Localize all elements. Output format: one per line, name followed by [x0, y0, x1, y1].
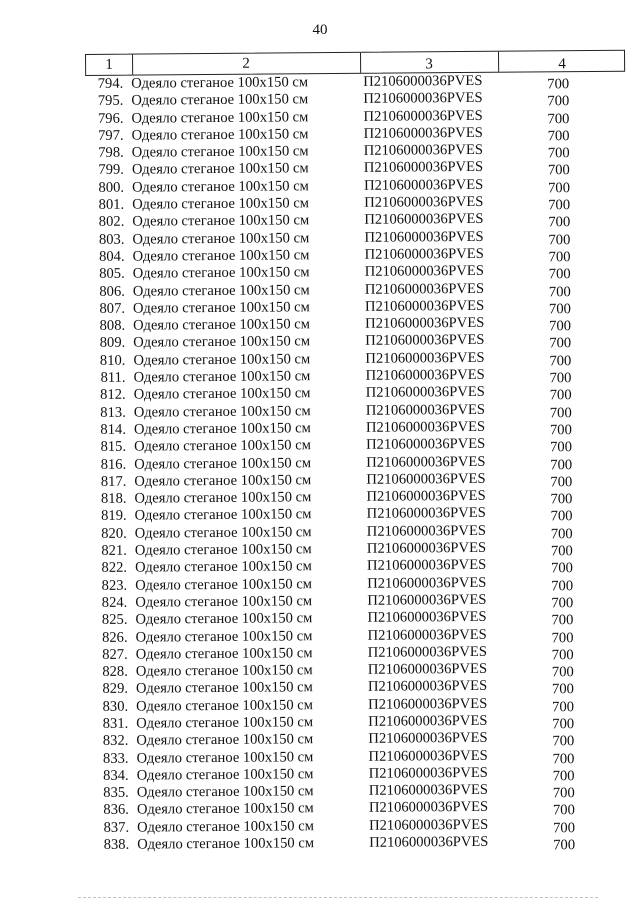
row-number: 803. [98, 231, 125, 248]
item-name: Одеяло стеганое 100х150 см [132, 212, 310, 231]
item-quantity: 700 [550, 491, 573, 508]
item-code: П2106000036PVES [365, 366, 485, 384]
item-quantity: 700 [547, 110, 570, 127]
item-code: П2106000036PVES [366, 505, 486, 523]
row-number: 815. [100, 438, 127, 456]
row-number: 822. [101, 559, 128, 577]
row-number: 821. [101, 542, 127, 559]
row-number: 825. [101, 611, 128, 629]
item-code: П2106000036PVES [368, 782, 489, 799]
items-table [85, 50, 631, 855]
item-quantity: 700 [552, 716, 575, 733]
item-name: Одеяло стеганое 100х150 см [131, 160, 309, 179]
item-code: П2106000036PVES [365, 384, 485, 402]
item-code: П2106000036PVES [366, 557, 487, 575]
item-name: Одеяло стеганое 100х150 см [136, 766, 314, 784]
item-quantity: 700 [548, 231, 571, 249]
row-number: 816. [100, 456, 127, 473]
row-number: 835. [103, 784, 129, 802]
item-code: П2106000036PVES [366, 453, 486, 471]
item-quantity: 700 [549, 335, 572, 352]
row-number: 829. [102, 681, 129, 698]
row-number: 796. [97, 110, 124, 127]
item-quantity: 700 [547, 93, 570, 110]
row-number: 837. [103, 819, 130, 836]
item-code: П2106000036PVES [364, 245, 484, 263]
item-code: П2106000036PVES [365, 401, 486, 419]
item-quantity: 700 [553, 819, 576, 837]
item-quantity: 700 [548, 197, 571, 214]
item-code: П2106000036PVES [366, 470, 486, 488]
item-code: П2106000036PVES [364, 211, 484, 229]
row-number: 800. [98, 179, 125, 196]
item-quantity: 700 [547, 145, 570, 162]
column-header-2: 2 [132, 53, 361, 75]
item-name: Одеяло стеганое 100х150 см [131, 126, 309, 144]
item-code: П2106000036PVES [364, 297, 485, 315]
item-name: Одеяло стеганое 100х150 см [133, 333, 311, 352]
item-name: Одеяло стеганое 100х150 см [132, 229, 310, 248]
item-name: Одеяло стеганое 100х150 см [132, 195, 310, 213]
item-name: Одеяло стеганое 100х150 см [135, 679, 313, 698]
item-code: П2106000036PVES [368, 730, 488, 748]
item-name: Одеяло стеганое 100х150 см [133, 316, 311, 334]
item-quantity: 700 [551, 577, 574, 594]
item-quantity: 700 [547, 128, 570, 145]
row-number: 814. [100, 421, 127, 438]
item-name: Одеяло стеганое 100х150 см [133, 420, 311, 438]
item-name: Одеяло стеганое 100х150 см [131, 178, 309, 196]
item-quantity: 700 [549, 352, 572, 370]
item-quantity: 700 [548, 301, 571, 318]
item-quantity: 700 [551, 629, 574, 646]
row-number: 827. [102, 646, 128, 663]
item-name: Одеяло стеганое 100х150 см [136, 696, 314, 715]
item-code: П2106000036PVES [367, 574, 487, 592]
item-name: Одеяло стеганое 100х150 см [135, 662, 313, 680]
row-number: 806. [99, 283, 125, 300]
row-number: 809. [99, 335, 126, 352]
item-code: П2106000036PVES [368, 747, 488, 765]
row-number: 830. [102, 698, 129, 715]
item-code: П2106000036PVES [367, 626, 487, 644]
item-quantity: 700 [550, 456, 573, 473]
item-name: Одеяло стеганое 100х150 см [137, 835, 315, 853]
item-code: П2106000036PVES [366, 539, 487, 557]
row-number: 812. [100, 387, 126, 404]
item-code: П2106000036PVES [367, 609, 487, 627]
item-quantity: 700 [552, 785, 575, 802]
item-name: Одеяло стеганое 100х150 см [136, 714, 314, 732]
item-code: П2106000036PVES [366, 487, 486, 505]
item-name: Одеяло стеганое 100х150 см [131, 91, 309, 109]
item-name: Одеяло стеганое 100х150 см [135, 610, 313, 628]
item-name: Одеяло стеганое 100х150 см [131, 74, 309, 92]
item-quantity: 700 [548, 266, 571, 283]
row-number: 811. [100, 369, 126, 386]
item-name: Одеяло стеганое 100х150 см [134, 437, 311, 455]
item-code: П2106000036PVES [363, 159, 484, 177]
item-quantity: 700 [550, 543, 573, 560]
item-quantity: 700 [547, 76, 570, 93]
row-number: 805. [99, 265, 125, 283]
item-quantity: 700 [552, 698, 575, 716]
item-code: П2106000036PVES [365, 332, 485, 350]
item-quantity: 700 [549, 422, 572, 439]
row-number: 799. [98, 162, 124, 179]
table-row [91, 833, 631, 855]
column-header-4: 4 [558, 56, 566, 73]
row-number: 828. [102, 663, 128, 680]
page-number: 40 [312, 22, 328, 38]
item-name: Одеяло стеганое 100х150 см [133, 368, 311, 386]
row-number: 832. [102, 732, 129, 750]
item-quantity: 700 [552, 733, 575, 750]
row-number: 820. [101, 525, 127, 542]
row-number: 833. [102, 750, 129, 767]
row-number: 838. [103, 836, 130, 853]
item-code: П2106000036PVES [366, 436, 486, 454]
item-quantity: 700 [552, 768, 575, 785]
item-quantity: 700 [551, 646, 574, 664]
item-quantity: 700 [547, 162, 570, 179]
column-header-3: 3 [360, 52, 499, 73]
item-code: П2106000036PVES [369, 833, 489, 851]
row-number: 801. [98, 196, 125, 213]
item-code: П2106000036PVES [364, 228, 484, 246]
row-number: 817. [100, 473, 127, 490]
item-name: Одеяло стеганое 100х150 см [132, 281, 310, 300]
row-number: 798. [98, 144, 124, 162]
item-quantity: 700 [548, 214, 571, 231]
item-name: Одеяло стеганое 100х150 см [136, 783, 314, 801]
item-name: Одеяло стеганое 100х150 см [135, 645, 313, 663]
item-name: Одеяло стеганое 100х150 см [132, 264, 310, 282]
item-code: П2106000036PVES [365, 315, 485, 332]
item-quantity: 700 [548, 179, 571, 197]
item-code: П2106000036PVES [368, 712, 488, 730]
item-quantity: 700 [550, 560, 574, 577]
page-bottom-divider [78, 897, 598, 898]
row-number: 813. [100, 404, 126, 421]
item-code: П2106000036PVES [364, 193, 484, 211]
item-quantity: 700 [548, 249, 571, 266]
item-code: П2106000036PVES [368, 764, 488, 782]
row-number: 823. [101, 577, 128, 594]
item-name: Одеяло стеганое 100х150 см [134, 489, 312, 507]
item-code: П2106000036PVES [366, 522, 487, 540]
item-quantity: 700 [552, 750, 575, 767]
row-number: 836. [103, 802, 130, 819]
item-name: Одеяло стеганое 100х150 см [136, 748, 314, 767]
item-name: Одеяло стеганое 100х150 см [136, 800, 314, 819]
column-header-1: 1 [86, 55, 133, 75]
row-number: 795. [97, 92, 124, 110]
item-name: Одеяло стеганое 100х150 см [133, 402, 311, 421]
item-code: П2106000036PVES [363, 176, 484, 194]
item-name: Одеяло стеганое 100х150 см [134, 472, 312, 490]
item-code: П2106000036PVES [363, 124, 483, 142]
item-code: П2106000036PVES [369, 816, 489, 834]
item-code: П2106000036PVES [364, 263, 484, 281]
item-code: П2106000036PVES [368, 695, 488, 713]
item-name: Одеяло стеганое 100х150 см [132, 247, 310, 265]
item-code: П2106000036PVES [365, 418, 486, 436]
item-quantity: 700 [550, 508, 573, 525]
row-number: 802. [98, 214, 125, 231]
row-number: 794. [97, 75, 124, 92]
item-name: Одеяло стеганое 100х150 см [134, 541, 312, 559]
item-quantity: 700 [550, 439, 573, 456]
item-code: П2106000036PVES [364, 280, 485, 298]
row-number: 807. [99, 300, 126, 317]
item-name: Одеяло стеганое 100х150 см [135, 593, 313, 611]
item-quantity: 700 [552, 802, 575, 819]
item-quantity: 700 [550, 525, 573, 543]
row-number: 826. [101, 629, 128, 646]
item-quantity: 700 [549, 370, 572, 387]
item-code: П2106000036PVES [368, 799, 489, 817]
item-quantity: 700 [548, 283, 571, 300]
item-quantity: 700 [551, 664, 574, 681]
row-number: 810. [99, 352, 126, 369]
row-number: 824. [101, 594, 128, 611]
item-code: П2106000036PVES [367, 591, 487, 609]
row-number: 797. [98, 127, 124, 144]
item-quantity: 700 [549, 318, 572, 335]
item-quantity: 700 [551, 595, 574, 612]
item-quantity: 700 [549, 387, 572, 404]
item-name: Одеяло стеганое 100х150 см [133, 385, 311, 403]
item-quantity: 700 [550, 474, 573, 491]
item-code: П2106000036PVES [365, 349, 485, 367]
item-code: П2106000036PVES [363, 142, 484, 160]
row-number: 831. [102, 715, 129, 732]
item-code: П2106000036PVES [363, 72, 483, 90]
row-number: 804. [98, 248, 125, 265]
item-quantity: 700 [549, 404, 572, 422]
item-code: П2106000036PVES [363, 107, 483, 125]
row-number: 808. [99, 317, 126, 335]
item-name: Одеяло стеганое 100х150 см [136, 731, 314, 749]
item-name: Одеяло стеганое 100х150 см [131, 108, 309, 127]
item-quantity: 700 [551, 681, 574, 698]
item-quantity: 700 [553, 837, 576, 854]
item-name: Одеяло стеганое 100х150 см [135, 627, 313, 646]
item-code: П2106000036PVES [367, 678, 488, 696]
item-name: Одеяло стеганое 100х150 см [133, 350, 311, 369]
item-name: Одеяло стеганое 100х150 см [131, 143, 309, 161]
item-name: Одеяло стеганое 100х150 см [132, 299, 310, 317]
item-code: П2106000036PVES [367, 643, 487, 661]
item-code: П2106000036PVES [367, 660, 488, 678]
item-name: Одеяло стеганое 100х150 см [134, 558, 312, 576]
item-name: Одеяло стеганое 100х150 см [135, 575, 313, 594]
row-number: 818. [100, 490, 127, 508]
item-code: П2106000036PVES [363, 90, 483, 108]
item-name: Одеяло стеганое 100х150 см [134, 523, 312, 542]
table-body [85, 72, 631, 855]
item-name: Одеяло стеганое 100х150 см [137, 817, 314, 836]
row-number: 834. [103, 767, 129, 784]
item-name: Одеяло стеганое 100х150 см [134, 506, 312, 525]
row-number: 819. [101, 508, 127, 525]
item-quantity: 700 [551, 612, 574, 629]
item-name: Одеяло стеганое 100х150 см [134, 454, 312, 473]
